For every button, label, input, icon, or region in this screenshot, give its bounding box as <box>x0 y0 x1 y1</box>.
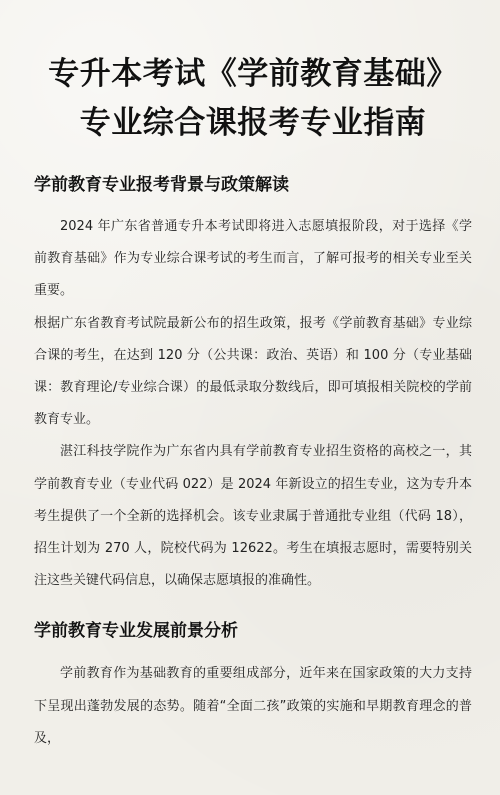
section-body <box>34 658 472 755</box>
section-heading: 学前教育专业报考背景与政策解读 <box>34 175 289 195</box>
document-title-line-2: 专业综合课报考专业指南 <box>79 105 427 141</box>
section-heading: 学前教育专业发展前景分析 <box>34 621 238 642</box>
body-paragraph: 2024 年广东省普通专升本考试即将进入志愿填报阶段，对于选择《学前教育基础》作为专业综合课考试的考生而言，了解可报考的相关专业至关重要。 <box>34 219 472 299</box>
section-policy-background <box>34 173 472 597</box>
section-body <box>34 211 472 597</box>
body-paragraph: 湛江科技学院作为广东省内具有学前教育专业招生资格的高校之一，其学前教育专业（专业代码 022）是 2024 年新设立的招生专业，这为专升本考生提供了一个全新的选择机会。该专业隶属于普通批专业组（代码 18），招生计划为 270 人，院校代码为 12622。考生在填报志愿时，需要特别关注这些关键代码信息，以确保志愿填报的准确性。 <box>34 444 472 589</box>
section-development-prospects <box>34 619 472 755</box>
document-title <box>34 0 472 148</box>
body-paragraph: 学前教育作为基础教育的重要组成部分，近年来在国家政策的大力支持下呈现出蓬勃发展的态势。随着“全面二孩”政策的实施和早期教育理念的普及， <box>34 666 472 746</box>
body-paragraph: 根据广东省教育考试院最新公布的招生政策，报考《学前教育基础》专业综合课的考生，在达到 120 分（公共课：政治、英语）和 100 分（专业基础课：教育理论/专业综合课）的最低录取分数线后，即可填报相关院校的学前教育专业。 <box>34 315 472 428</box>
document-title-line-1: 专升本考试《学前教育基础》 <box>48 56 458 92</box>
